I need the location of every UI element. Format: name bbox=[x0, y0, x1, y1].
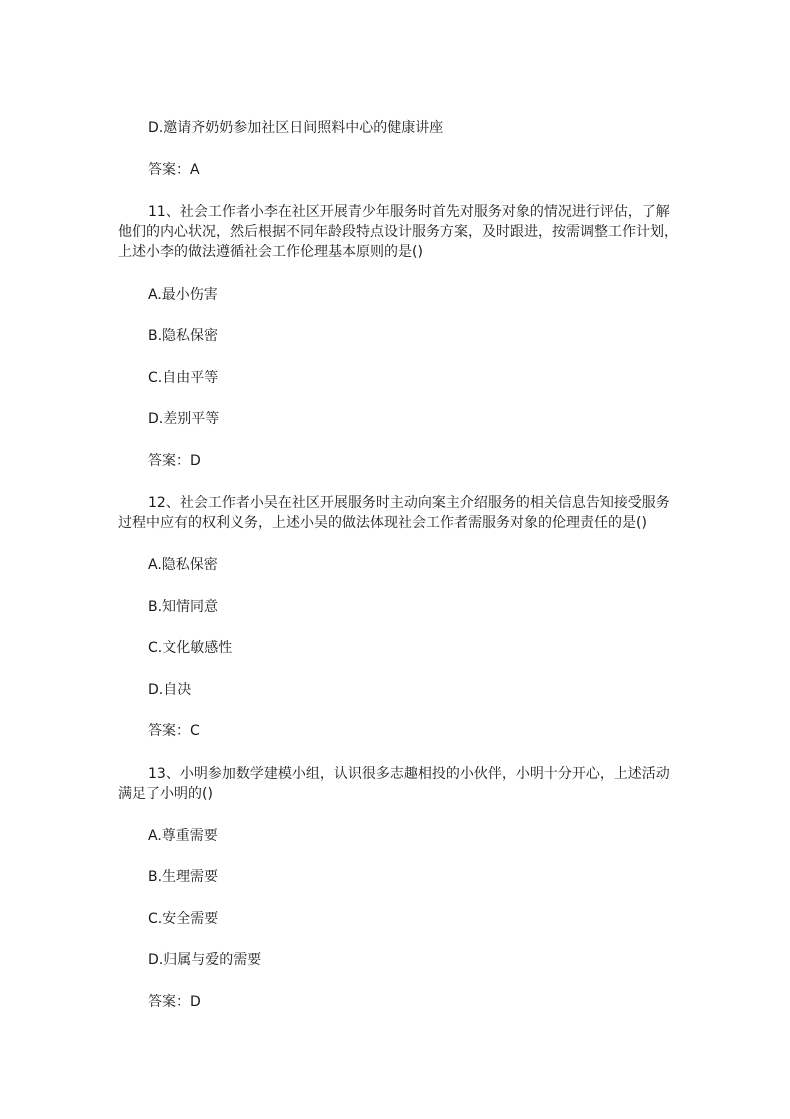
question-11-option-d: D.差别平等 bbox=[148, 411, 220, 427]
answer-prev: 答案：A bbox=[148, 162, 200, 178]
question-11-stem-line-1: 11、社会工作者小李在社区开展青少年服务时首先对服务对象的情况进行评估，了解 bbox=[148, 204, 670, 220]
question-11-stem-line-2: 他们的内心状况，然后根据不同年龄段特点设计服务方案，及时跟进，按需调整工作计划， bbox=[118, 224, 678, 240]
question-13-stem bbox=[118, 764, 678, 804]
question-12-option-a: A.隐私保密 bbox=[148, 557, 218, 573]
question-12-stem-line-1: 12、社会工作者小吴在社区开展服务时主动向案主介绍服务的相关信息告知接受服务 bbox=[148, 495, 670, 511]
question-13-stem-line-1: 13、小明参加数学建模小组，认识很多志趣相投的小伙伴，小明十分开心，上述活动 bbox=[148, 766, 670, 782]
question-11-option-a: A.最小伤害 bbox=[148, 287, 218, 303]
question-11-option-b: B.隐私保密 bbox=[148, 328, 219, 344]
question-13-stem-line-2: 满足了小明的() bbox=[118, 786, 213, 802]
question-13-option-b: B.生理需要 bbox=[148, 869, 219, 885]
question-12-stem-line-2: 过程中应有的权利义务，上述小吴的做法体现社会工作者需服务对象的伦理责任的是() bbox=[118, 515, 647, 531]
question-12-answer: 答案：C bbox=[148, 723, 200, 739]
question-11-option-c: C.自由平等 bbox=[148, 370, 219, 386]
question-12-option-c: C.文化敏感性 bbox=[148, 640, 233, 656]
question-12-option-b: B.知情同意 bbox=[148, 599, 219, 615]
question-13-answer: 答案：D bbox=[148, 994, 201, 1010]
question-13-option-a: A.尊重需要 bbox=[148, 828, 218, 844]
question-11-answer: 答案：D bbox=[148, 453, 201, 469]
question-11-stem bbox=[118, 202, 678, 262]
option-d-prev: D.邀请齐奶奶参加社区日间照料中心的健康讲座 bbox=[148, 120, 444, 136]
question-13-option-c: C.安全需要 bbox=[148, 911, 219, 927]
question-13-option-d: D.归属与爱的需要 bbox=[148, 952, 262, 968]
question-12-stem bbox=[118, 493, 678, 533]
question-11-stem-line-3: 上述小李的做法遵循社会工作伦理基本原则的是() bbox=[118, 244, 423, 260]
question-12-option-d: D.自决 bbox=[148, 682, 192, 698]
